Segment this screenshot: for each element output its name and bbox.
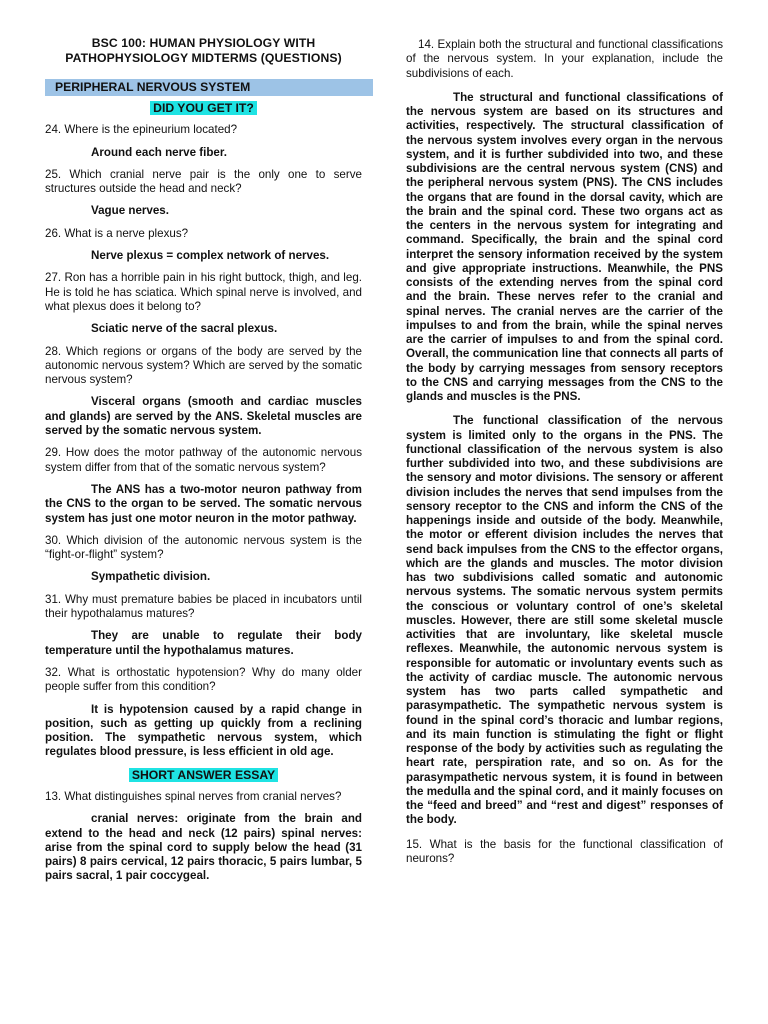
question-15: 15. What is the basis for the functional classification of neurons? (406, 837, 723, 865)
answer-31: They are unable to regulate their body temperature until the hypothalamus matures. (45, 629, 362, 657)
answer-14-paragraph-1: The structural and functional classifications of the nervous system are based on its structures and activities, respectively. The structural classification of the nervous system involves every organ in the nervous system, and it is further subdivided into two, and these subdivisions are the central nervous system (CNS) and the peripheral nervous system (PNS). The CNS includes the organs that are found in the dorsal cavity, which are the brain and the spinal cord. These two organs act as the centers in the nervous system for integrating and command. Specifically, the brain and the spinal cord interpret the sensory information received by the system and give appropriate instructions. Meanwhile, the PNS consists of the extending nerves from the spinal cord and the brain. These nerves refer to the cranial and spinal nerves. The cranial nerves are the carrier of the impulses to and from the brain, while the spinal nerves are the carrier of impulses to and from the spinal cord. Overall, the communication line that connects all parts of the body by carrying messages from sensory receptors to the CNS and carrying messages from the CNS to the glands and muscles is the PNS. (406, 90, 723, 404)
question-26: 26. What is a nerve plexus? (45, 226, 189, 240)
answer-13: cranial nerves: originate from the brain and extend to the head and neck (12 pairs) spinal nerves: arise from the spinal cord to supply below the head (31 pairs) 8 pairs cervical, 12 pairs thoracic, 5 pairs lumbar, 5 pairs sacral, 1 pair coccygeal. (45, 812, 362, 883)
question-27: 27. Ron has a horrible pain in his right buttock, thigh, and leg. He is told he has sciatica. Which spinal nerve is involved, and what plexus does it belong to? (45, 271, 362, 313)
question-31: 31. Why must premature babies be placed in incubators until their hypothalamus matures? (45, 592, 362, 621)
did-you-get-it-label: DID YOU GET IT? (150, 101, 257, 115)
question-29: 29. How does the motor pathway of the autonomic nervous system differ from that of the somatic nervous system? (45, 446, 362, 474)
question-13: 13. What distinguishes spinal nerves from cranial nerves? (45, 789, 342, 803)
short-answer-label: SHORT ANSWER ESSAY (129, 768, 278, 782)
short-answer-heading (45, 768, 362, 783)
answer-30: Sympathetic division. (91, 570, 211, 584)
left-column (45, 36, 362, 892)
section-heading-peripheral: PERIPHERAL NERVOUS SYSTEM (45, 79, 373, 96)
title-line-2: PATHOPHYSIOLOGY MIDTERMS (QUESTIONS) (65, 51, 342, 65)
right-column (406, 38, 723, 876)
question-30: 30. Which division of the autonomic nervous system is the “fight-or-flight” system? (45, 533, 362, 562)
answer-26: Nerve plexus = complex network of nerves. (91, 249, 330, 263)
question-14: 14. Explain both the structural and functional classifications of the nervous system. In your explanation, include the subdivisions of each. (406, 38, 723, 80)
title-line-1: BSC 100: HUMAN PHYSIOLOGY WITH (91, 36, 316, 50)
answer-24: Around each nerve fiber. (91, 145, 227, 159)
answer-27: Sciatic nerve of the sacral plexus. (91, 322, 278, 336)
document-title (45, 36, 362, 66)
answer-28: Visceral organs (smooth and cardiac muscles and glands) are served by the ANS. Skeletal muscles are served by the somatic nervous system. (45, 395, 362, 438)
did-you-get-it-heading (45, 101, 362, 116)
answer-25: Vague nerves. (91, 204, 169, 218)
answer-32: It is hypotension caused by a rapid change in position, such as getting up quickly from a reclining position. The sympathetic nervous system, which regulates blood pressure, is less efficient in old age. (45, 702, 362, 759)
question-28: 28. Which regions or organs of the body are served by the autonomic nervous system? Which are served by the somatic nervous system? (45, 344, 362, 387)
answer-29: The ANS has a two-motor neuron pathway from the CNS to the organ to be served. The somatic nervous system has just one motor neuron in the motor pathway. (45, 482, 362, 525)
question-25: 25. Which cranial nerve pair is the only one to serve structures outside the head and neck? (45, 167, 362, 196)
question-32: 32. What is orthostatic hypotension? Why do many older people suffer from this condition? (45, 665, 362, 694)
answer-14-paragraph-2: The functional classification of the nervous system is limited only to the organs in the PNS. The functional classification of the nervous system is also further subdivided into two, and these subdivisions are the sensory and motor divisions. The sensory or afferent division includes the nerves that send impulses from the sensory receptor to the CNS and inform the CNS of the happenings inside and outside of the body. Meanwhile, the motor or efferent division includes the nerves that send back impulses from the CNS to the effector organs, which are the glands and muscles. The motor division has two subdivisions called somatic and autonomic nervous systems. The somatic nervous system permits the conscious or voluntary control of one’s skeletal muscles. However, there are still some skeletal muscle activities that are involuntary, like skeletal muscle reflexes. Meanwhile, the autonomic nervous system is responsible for automatic or involuntary events such as the activity of cardiac muscle. The autonomic nervous system has two parts called sympathetic and parasympathetic. The sympathetic nervous system is found in the spinal cord’s thoracic and lumbar regions, and its main function is stimulating the fight or flight response of the body by activities such as regulating the heart rate, perspiration rate, and so on. As for the parasympathetic nervous system, it is found in between the medulla and the spinal cord, and it mainly focuses on the “feed and breed” and “rest and digest” responses of the body. (406, 414, 723, 827)
question-24: 24. Where is the epineurium located? (45, 123, 238, 137)
